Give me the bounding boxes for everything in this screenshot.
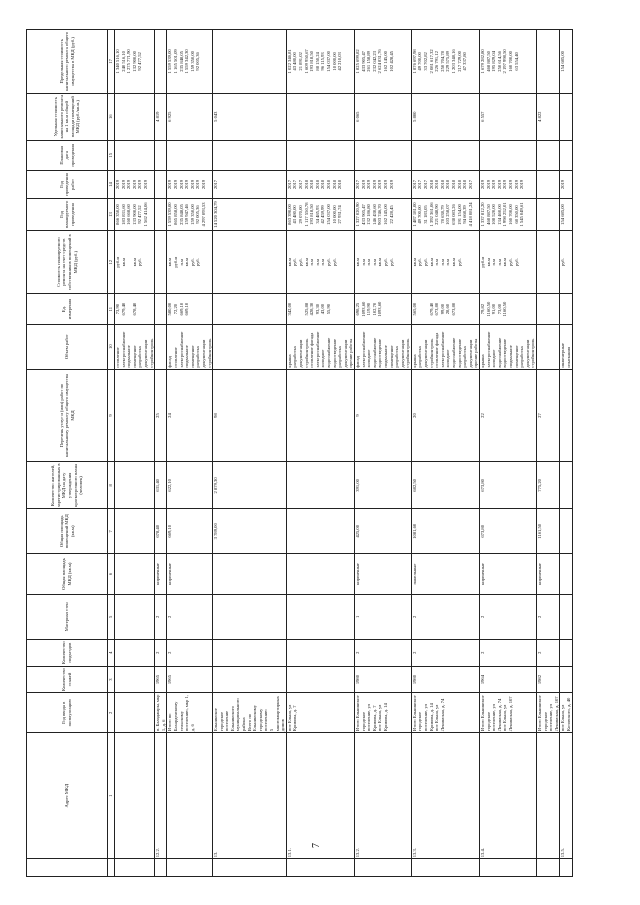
unit-cost: 5 043 — [213, 93, 287, 140]
work-volume — [536, 294, 559, 324]
work-year — [155, 140, 167, 170]
row-number — [115, 733, 155, 859]
table-header-row — [27, 30, 108, 877]
premises-area — [115, 462, 155, 509]
column-number: 15 — [108, 140, 115, 170]
column-number — [108, 859, 115, 877]
unit — [155, 230, 167, 294]
floors — [213, 639, 287, 666]
works-list: отопление электроснабжение подвальное помещение разработка документации стройконтроль — [115, 324, 155, 369]
unit: руб. — [560, 230, 572, 294]
unit-cost — [115, 93, 155, 140]
row-spacer — [354, 859, 411, 877]
wall-material: кирпичные — [155, 554, 167, 595]
unit-cost: 6 065 — [354, 93, 411, 140]
header-cell: Год ввода в эксплуатацию — [27, 693, 108, 733]
residents: 20 — [411, 369, 479, 462]
residents: 98 — [213, 369, 287, 462]
row-spacer — [560, 859, 572, 877]
works-list: крыша разработка документации стройконтроль отопление фасада электроснабжение холодное водоснабжение водоотведение разработка документации прочие работы — [411, 324, 479, 369]
total-area: 1081,60 — [411, 509, 479, 554]
residents: 27 — [536, 369, 559, 462]
unit-cost — [286, 93, 354, 140]
row-spacer — [167, 859, 213, 877]
table-row — [560, 30, 572, 877]
unit-cost: 6 557 — [480, 93, 537, 140]
work-year — [354, 140, 411, 170]
row-spacer — [155, 859, 167, 877]
header-cell: Удельная стоимость капитального ремонта на 1 кв.м общей площади помещений МКД (руб./кв.м.) — [27, 93, 108, 140]
total-area — [115, 509, 155, 554]
address: Итого Ельнинское городское поселение, ул Ленинская, д. 107 — [536, 693, 559, 733]
table-row — [155, 30, 167, 877]
work-year — [115, 140, 155, 170]
year-built: 1982 — [536, 666, 559, 693]
row-number — [167, 733, 213, 859]
address: Итого по Бахарденскому сельскому поселению, мкр 1, д. 6 — [167, 693, 213, 733]
total-area: 3 789,00 — [213, 509, 287, 554]
header-cell: Стоимость планируемого ремонта на счет средств собственников помещений в МКД (руб.) — [27, 230, 108, 294]
row-number: 13.4. — [480, 733, 537, 859]
wall-material: кирпичные — [480, 554, 537, 595]
work-volume: 698,25 1093,60 119,90 102,70 1093,60 — [354, 294, 411, 324]
capital-repair-table — [26, 29, 573, 877]
year-built: 1965 — [167, 666, 213, 693]
row-spacer — [115, 859, 155, 877]
limit-cost — [536, 30, 559, 94]
cost: 866 350,00 183 831,60 160 668,60 133 900,00 92 477,52 1 562 414,06 — [115, 199, 155, 231]
header-cell: Перечень услуг и (или) работ по капитальному ремонту общего имущества МКД — [27, 369, 108, 462]
column-number: 6 — [108, 554, 115, 595]
floors: 2 — [411, 639, 479, 666]
cost: 154 685,00 — [560, 199, 572, 231]
wall-material: кирпичные — [354, 554, 411, 595]
column-number: 16 — [108, 93, 115, 140]
unit — [213, 230, 287, 294]
header-cell: Ед. измерения — [27, 294, 108, 324]
work-year — [536, 140, 559, 170]
residents: 9 — [354, 369, 411, 462]
cost — [155, 199, 167, 231]
column-number: 8 — [108, 462, 115, 509]
residents: 22 — [480, 369, 537, 462]
table-row — [411, 30, 479, 877]
header-cell: Год планируемого проведения — [27, 199, 108, 231]
planned-year: 2019 2019 2019 2019 2019 2019 — [115, 170, 155, 198]
premises-area: 2 879,30 — [213, 462, 287, 509]
column-number: 2 — [108, 693, 115, 733]
row-number: 13.3. — [411, 733, 479, 859]
works-list — [536, 324, 559, 369]
column-number: 17 — [108, 30, 115, 94]
year-built — [213, 666, 287, 693]
unit-cost: 6 925 — [167, 93, 213, 140]
address — [115, 693, 155, 733]
unit-cost: 4 822 — [536, 93, 559, 140]
works-list: фасад электроснабжение холодное водоснабжение водоотведение подвальное помещение разработка документации стройконтроль — [354, 324, 411, 369]
limit-cost: 1 825 699,82 433 905,47 261 158,89 232 042,23 2 624 831,76 162 145,00 102 428,45 — [354, 30, 411, 94]
premises-area: 775,20 — [536, 462, 559, 509]
entrances: 2 — [536, 594, 559, 639]
work-volume: 580,00 72,20 669,10 669,10 — [167, 294, 213, 324]
header-cell: Год проведения работ — [27, 170, 108, 198]
residents — [286, 369, 354, 462]
premises-area — [286, 462, 354, 509]
column-number: 4 — [108, 639, 115, 666]
table-body — [115, 30, 573, 877]
limit-cost — [155, 30, 167, 94]
planned-year — [155, 170, 167, 198]
entrances: 2 — [480, 594, 537, 639]
total-area: 425,00 — [354, 509, 411, 554]
column-number: 3 — [108, 666, 115, 693]
limit-cost: 1 022 346,81 43 480,00 21 891,02 1 609 950,67 193 818,50 88 150,24 96 115,93 154 037,00 10 000,00 42 210,03 — [286, 30, 354, 94]
work-volume: 79,82 1160,50 91,00 73,00 1160,50 — [480, 294, 537, 324]
header-cell — [27, 859, 108, 877]
year-built — [286, 666, 354, 693]
row-number: 13.5. — [560, 733, 572, 859]
works-list: крыша разработка документации стройконтроль отопление фасада электроснабжение холодное водоснабжение водоотведение разработка документации прочие работы — [286, 324, 354, 369]
unit — [536, 230, 559, 294]
column-number: 7 — [108, 509, 115, 554]
work-year — [560, 140, 572, 170]
floors: 2 — [536, 639, 559, 666]
year-built — [560, 666, 572, 693]
planned-year: 2017 2017 2017 2018 2018 2018 2018 2018 2018 2018 2017 — [411, 170, 479, 198]
unit: руб.м кв.м кв.м руб. — [115, 230, 155, 294]
wall-material — [213, 554, 287, 595]
unit: руб.м кв.м п.м п.м кв.м руб. руб. — [480, 230, 537, 294]
limit-cost: 1 340 516,10 240 516,10 1 275 771,90 132 900,00 92 477,52 — [115, 30, 155, 94]
wall-material — [560, 554, 572, 595]
work-volume — [155, 294, 167, 324]
address: Итого Ельнинское городское поселение, ул Ленинская, д. 74 пос Ельня, ул Ленинская, д. 107 — [480, 693, 537, 733]
year-built: 1965 — [155, 666, 167, 693]
work-volume — [213, 294, 287, 324]
row-number — [536, 733, 559, 859]
total-area: 678,40 — [155, 509, 167, 554]
entrances: 2 — [411, 594, 479, 639]
premises-area: 682,50 — [411, 462, 479, 509]
planned-year: 2019 — [560, 170, 572, 198]
row-spacer — [480, 859, 537, 877]
wall-material — [115, 554, 155, 595]
row-spacer — [213, 859, 287, 877]
limit-cost: 1 876 697,98 49 700,00 33 702,82 2 081 617,32 226 791,12 250 704,78 229 575,89 1 203 348,16 217 729,00 47 337,80 — [411, 30, 479, 94]
address: пос Ельня, ул Котовского, д. 40 — [560, 693, 572, 733]
residents: 25 — [155, 369, 167, 462]
work-volume — [560, 294, 572, 324]
cost — [536, 199, 559, 231]
table-row — [480, 30, 537, 877]
table-row — [536, 30, 559, 877]
entrances — [115, 594, 155, 639]
floors: 2 — [167, 639, 213, 666]
header-cell: Материал стен — [27, 594, 108, 639]
planned-year: 2017 2017 2017 2018 2018 2018 2018 2018 2018 2018 — [286, 170, 354, 198]
cost: 1 487 181,00 49 700,00 31 183,05 1 392 361,06 221 048,90 78 638,79 103 258,07 638 083,26 191 154,00 94 668,39 4 418 081,24 — [411, 199, 479, 231]
header-cell: Общая площадь МКД (кв.м) — [27, 554, 108, 595]
header-cell: Объем работ — [27, 324, 108, 369]
header-cell: Адрес МКД — [27, 733, 108, 859]
column-number: 1 — [108, 733, 115, 859]
work-volume: 73,90 679,40 678,40 — [115, 294, 155, 324]
header-cell: Предельная стоимость капитального ремонта общего имущества в МКД (руб.) — [27, 30, 108, 94]
planned-year: 2019 2019 2019 2019 2019 2019 2019 — [167, 170, 213, 198]
work-year — [286, 140, 354, 170]
header-cell: Общая площадь помещений МКД (кв.м) — [27, 509, 108, 554]
planned-year: 2017 — [213, 170, 287, 198]
work-volume: 565,00 679,40 673,80 99,00 28,60 673,80 — [411, 294, 479, 324]
column-number: 13 — [108, 199, 115, 231]
address: Ельнинское городское поселение Ельнинского муниципального района Всего по Ельнинскому городскому поселению 5 многоквартирных домов — [213, 693, 287, 733]
total-area: 1161,50 — [536, 509, 559, 554]
limit-cost: 154 685,00 — [560, 30, 572, 94]
year-built: 1980 — [354, 666, 411, 693]
works-list: крыша электроснабжение холодное водоснабжение водоотведение подвальное помещение разработка документации стройконтроль — [480, 324, 537, 369]
cost: 1 559 539,00 865 858,00 235 848,05 159 947,46 159 350,00 92 005,36 4 297 093,53 — [167, 199, 213, 231]
unit-cost: 5 800 — [411, 93, 479, 140]
floors — [560, 639, 572, 666]
table-row — [167, 30, 213, 877]
wall-material: панельные — [411, 554, 479, 595]
total-area — [286, 509, 354, 554]
work-volume: 342,00 525,88 428,30 93,30 43,00 55,90 — [286, 294, 354, 324]
works-list: фасад отопление электроснабжение подвальное помещение разработка документации стройконтроль — [167, 324, 213, 369]
column-number: 11 — [108, 294, 115, 324]
unit: кв.м руб.м п.м кв.м руб. руб. — [167, 230, 213, 294]
column-number: 10 — [108, 324, 115, 369]
work-year — [480, 140, 537, 170]
floors: 2 — [480, 639, 537, 666]
column-number: 5 — [108, 594, 115, 639]
planned-year: 2019 2019 2019 2019 2019 2019 2019 2019 — [480, 170, 537, 198]
unit: кв.м руб. руб. кв.м п.м п.м п.м руб. руб. — [286, 230, 354, 294]
planned-year — [536, 170, 559, 198]
residents — [560, 369, 572, 462]
unit: кв.м руб. руб. кв.м п.м п.м п.м кв.м руб. — [411, 230, 479, 294]
premises-area: 673,80 — [480, 462, 537, 509]
row-spacer — [286, 859, 354, 877]
works-list — [155, 324, 167, 369]
column-number: 9 — [108, 369, 115, 462]
row-spacer — [536, 859, 559, 877]
column-number-row — [108, 30, 115, 877]
work-year — [411, 140, 479, 170]
address: Итого Ельнинское городское поселение, ул Кривова, д. 7 пос Ельня, ул Кривова, д. 14 — [354, 693, 411, 733]
residents — [115, 369, 155, 462]
cost: 14 520 304,79 — [213, 199, 287, 231]
works-list — [213, 324, 287, 369]
table-row — [213, 30, 287, 877]
page-number: 7 — [311, 843, 322, 848]
table-row — [115, 30, 155, 877]
limit-cost: 1 679 282,80 468 887,50 195 829,04 250 614,56 2 197 998,50 160 700,00 63 554,40 — [480, 30, 537, 94]
entrances — [286, 594, 354, 639]
wall-material: кирпичные — [536, 554, 559, 595]
floors: 2 — [354, 639, 411, 666]
work-year — [167, 140, 213, 170]
premises-area — [560, 462, 572, 509]
year-built: 1964 — [480, 666, 537, 693]
cost: 1 327 020,90 433 905,47 132 186,80 146 430,60 903 746,70 162 145,00 22 428,45 — [354, 199, 411, 231]
limit-cost — [213, 30, 287, 94]
total-area — [560, 509, 572, 554]
premises-area: 391,00 — [354, 462, 411, 509]
table-row — [354, 30, 411, 877]
entrances: 2 — [155, 594, 167, 639]
wall-material — [286, 554, 354, 595]
entrances: 1 — [354, 594, 411, 639]
wall-material: кирпичные — [167, 554, 213, 595]
floors: 2 — [155, 639, 167, 666]
cost: 1 337 812,20 468 887,50 108 520,00 134 460,00 1 998 252,01 160 700,00 68 350,00 1 545 049,61 — [480, 199, 537, 231]
header-cell: Плановая дата проведения — [27, 140, 108, 170]
works-list: инженерные изыскания — [560, 324, 572, 369]
column-number: 12 — [108, 230, 115, 294]
unit: кв.м п.м п.м п.м кв.м руб. руб. — [354, 230, 411, 294]
row-number: 13.2. — [354, 733, 411, 859]
header-cell: Количество подъездов — [27, 639, 108, 666]
year-built: 1980 — [411, 666, 479, 693]
address: пос Ельня, ул Кривова, д. 7 — [286, 693, 354, 733]
limit-cost: 1 559 539,00 1 165 501,09 235 848,05 1 559 342,30 159 350,00 92 005,36 — [167, 30, 213, 94]
row-number: 12.2. — [155, 733, 167, 859]
total-area: 669,10 — [167, 509, 213, 554]
unit-cost: 4 819 — [155, 93, 167, 140]
row-number: 13.1. — [286, 733, 354, 859]
unit-cost — [560, 93, 572, 140]
premises-area: 622,10 — [167, 462, 213, 509]
header-cell: Количество этажей — [27, 666, 108, 693]
address: п. Баладжары, мкр 1, д. 6 — [155, 694, 166, 732]
entrances — [213, 594, 287, 639]
table-row — [286, 30, 354, 877]
work-year — [213, 140, 287, 170]
entrances: 2 — [167, 594, 213, 639]
floors — [115, 639, 155, 666]
total-area: 673,80 — [480, 509, 537, 554]
entrances — [560, 594, 572, 639]
row-number: 13. — [213, 733, 287, 859]
cost: 863 390,00 43 480,00 29 070,00 1 117 550,78 193 818,50 34 485,93 42 459,99 154 037,00 10 000,00 27 931,74 — [286, 199, 354, 231]
column-number: 14 — [108, 170, 115, 198]
residents: 24 — [167, 369, 213, 462]
planned-year: 2017 2019 2019 2019 2019 2019 2019 — [354, 170, 411, 198]
floors — [286, 639, 354, 666]
row-spacer — [411, 859, 479, 877]
header-cell: Количество жителей, зарегистрированных в МКД на дату утверждения краткосрочного плана (человек) — [27, 462, 108, 509]
premises-area: 631,40 — [155, 462, 167, 509]
year-built — [115, 666, 155, 693]
address: Итого Ельнинское городское поселение, ул Кривова, д. 14 пос Ельня, ул Ленинская, д. 74 — [411, 693, 479, 733]
